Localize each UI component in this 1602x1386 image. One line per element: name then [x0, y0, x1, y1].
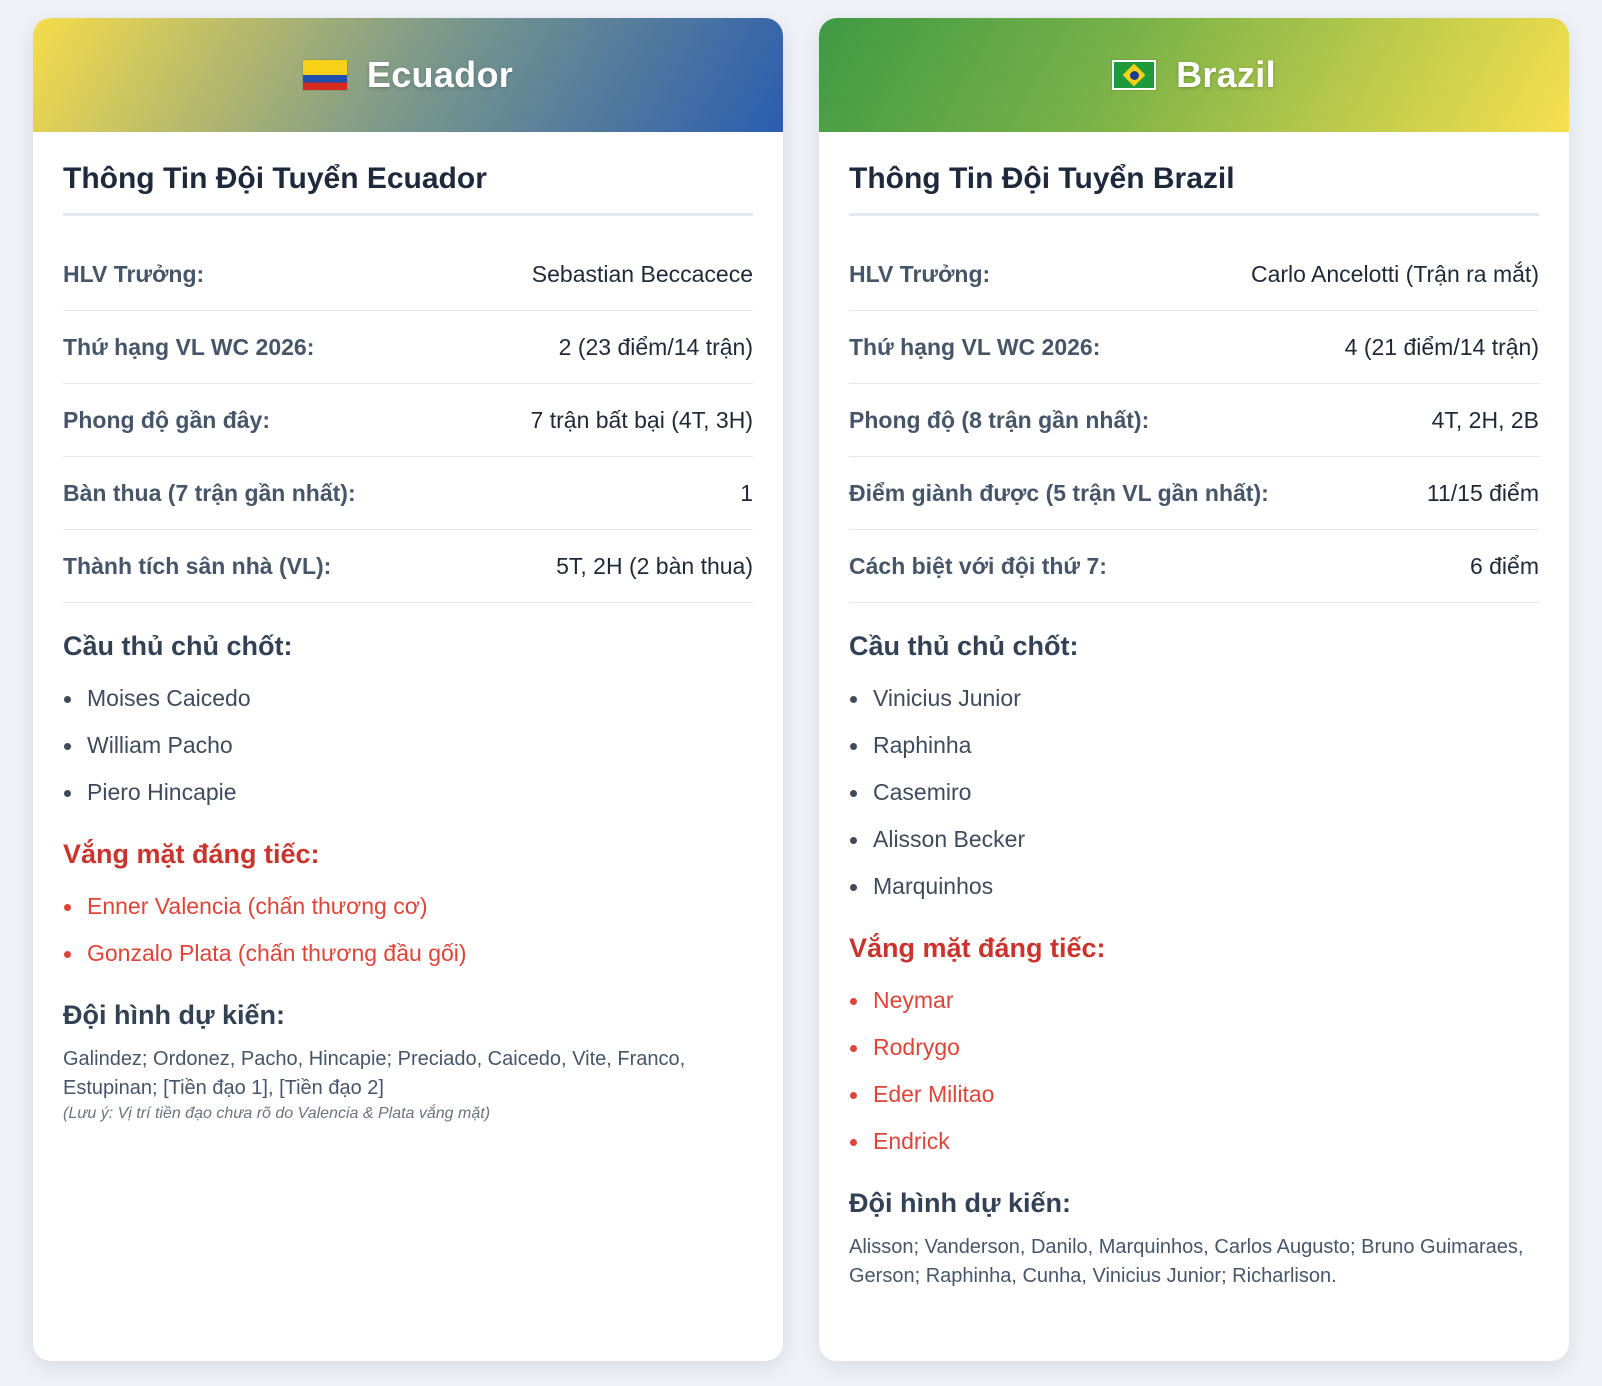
brazil-stat-row-form [849, 384, 1539, 457]
stat-value: 11/15 điểm [1426, 479, 1539, 506]
ecuador-card-header [33, 18, 783, 132]
brazil-team-card [819, 18, 1569, 1361]
list-item: Moises Caicedo [63, 675, 753, 722]
ecuador-lineup-note: (Lưu ý: Vị trí tiền đạo chưa rõ do Valencia & Plata vắng mặt) [63, 1105, 491, 1122]
ecuador-stat-row-form [63, 384, 753, 457]
brazil-stat-row-points [849, 457, 1539, 530]
list-item: William Pacho [63, 722, 753, 769]
brazil-card-header [819, 18, 1569, 132]
list-item: Enner Valencia (chấn thương cơ) [63, 883, 753, 930]
stat-label: Thứ hạng VL WC 2026: [63, 333, 315, 360]
list-item: Vinicius Junior [849, 675, 1539, 722]
ecuador-stat-row-ranking [63, 311, 753, 384]
brazil-lineup-text: Alisson; Vanderson, Danilo, Marquinhos, Carlos Augusto; Bruno Guimaraes, Gerson; Raphinha, Cunha, Vinicius Junior; Richarlison. [849, 1236, 1524, 1287]
stat-label: Điểm giành được (5 trận VL gần nhất): [849, 479, 1269, 506]
stat-value: Carlo Ancelotti (Trận ra mắt) [1250, 260, 1539, 287]
brazil-section-title: Thông Tin Đội Tuyển Brazil [849, 132, 1539, 216]
stat-value: 6 điểm [1469, 552, 1539, 579]
stat-label: Phong độ gần đây: [63, 406, 270, 433]
brazil-absences-title: Vắng mặt đáng tiếc: [849, 933, 1106, 963]
stat-label: Thứ hạng VL WC 2026: [849, 333, 1101, 360]
ecuador-card-body [33, 132, 783, 1125]
brazil-lineup-title: Đội hình dự kiến: [849, 1188, 1072, 1218]
ecuador-key-players-list [63, 675, 753, 816]
stat-label: Thành tích sân nhà (VL): [63, 552, 332, 579]
brazil-flag-icon [1112, 60, 1156, 90]
stat-value: 1 [740, 479, 753, 506]
brazil-stat-row-ranking [849, 311, 1539, 384]
list-item: Alisson Becker [849, 816, 1539, 863]
list-item: Neymar [849, 977, 1539, 1024]
list-item: Eder Militao [849, 1071, 1539, 1118]
ecuador-section-title: Thông Tin Đội Tuyển Ecuador [63, 132, 753, 216]
ecuador-key-players-title: Cầu thủ chủ chốt: [63, 631, 293, 661]
stat-value: 4T, 2H, 2B [1431, 406, 1539, 433]
stat-label: HLV Trưởng: [63, 260, 205, 287]
ecuador-lineup-title: Đội hình dự kiến: [63, 1000, 286, 1030]
ecuador-absences-title: Vắng mặt đáng tiếc: [63, 839, 320, 869]
ecuador-stat-row-coach [63, 238, 753, 311]
stat-value: 5T, 2H (2 bàn thua) [556, 552, 753, 579]
brazil-key-players-title: Cầu thủ chủ chốt: [849, 631, 1079, 661]
brazil-team-name: Brazil [1176, 54, 1276, 95]
list-item: Gonzalo Plata (chấn thương đầu gối) [63, 930, 753, 977]
brazil-absences-list [849, 977, 1539, 1165]
brazil-key-players-list [849, 675, 1539, 910]
stat-label: Cách biệt với đội thứ 7: [849, 552, 1107, 579]
ecuador-team-card [33, 18, 783, 1361]
stat-label: HLV Trưởng: [849, 260, 991, 287]
list-item: Casemiro [849, 769, 1539, 816]
stat-value: 4 (21 điểm/14 trận) [1344, 333, 1539, 360]
list-item: Endrick [849, 1118, 1539, 1165]
stat-value: 2 (23 điểm/14 trận) [558, 333, 753, 360]
ecuador-flag-icon [303, 60, 347, 90]
ecuador-lineup-text: Galindez; Ordonez, Pacho, Hincapie; Preciado, Caicedo, Vite, Franco, Estupinan; [Tiền đạo 1], [Tiền đạo 2] [63, 1048, 686, 1099]
list-item: Rodrygo [849, 1024, 1539, 1071]
ecuador-stat-row-goals-conceded [63, 457, 753, 530]
stat-label: Bàn thua (7 trận gần nhất): [63, 479, 356, 506]
ecuador-stats-table [63, 238, 753, 603]
stat-value: 7 trận bất bại (4T, 3H) [530, 406, 753, 433]
brazil-card-body [819, 132, 1569, 1291]
list-item: Marquinhos [849, 863, 1539, 910]
ecuador-stat-row-home-record [63, 530, 753, 603]
list-item: Piero Hincapie [63, 769, 753, 816]
ecuador-absences-list [63, 883, 753, 977]
stat-label: Phong độ (8 trận gần nhất): [849, 406, 1150, 433]
brazil-stat-row-coach [849, 238, 1539, 311]
list-item: Raphinha [849, 722, 1539, 769]
ecuador-team-name: Ecuador [366, 54, 514, 95]
brazil-stats-table [849, 238, 1539, 603]
stat-value: Sebastian Beccacece [531, 260, 753, 287]
brazil-stat-row-gap [849, 530, 1539, 603]
